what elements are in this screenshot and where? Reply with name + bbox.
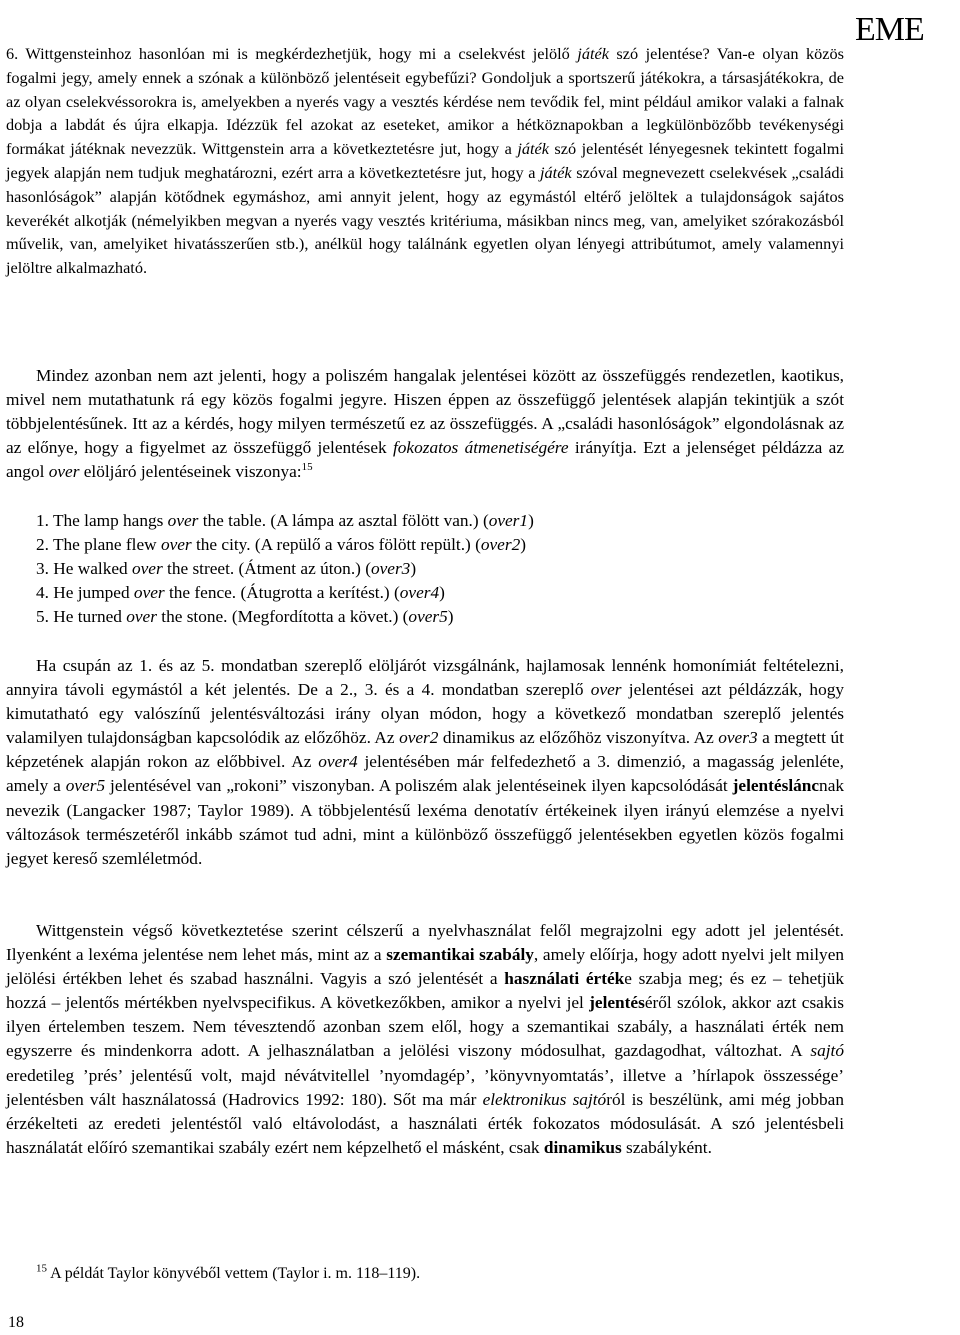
text-run: irányítja. Ezt a jelenséget példázza az angol xyxy=(6,438,844,482)
footnote xyxy=(36,1263,420,1285)
text-run: éről szólok, akkor azt csakis ilyen értelemben teszem. Nem tévesztendő azonban szem elől, hogy a szemantikai szabály, a használati érték nem egyszerre és mindenkorra adott. A jelhasználatban a jelölési viszony módosulhat, gazdagodhat, változhat. A xyxy=(6,993,845,1061)
example-text: ) xyxy=(520,535,526,555)
bold-term: jelentés xyxy=(589,993,645,1013)
text-run: elöljáró jelentéseinek viszonya: xyxy=(79,462,302,482)
italic-term: sajtó xyxy=(810,1041,844,1061)
publisher-logo: EME xyxy=(855,11,924,48)
paragraph-polysemy xyxy=(6,364,844,484)
italic-term: játék xyxy=(577,44,609,63)
example-tag: over3 xyxy=(370,559,411,579)
example-item xyxy=(36,605,534,629)
example-item xyxy=(36,533,534,557)
text-run: szóval megnevezett cselekvések „családi hasonlóságok” alapján kötődnek egymáshoz, ami annyit jelent, hogy az egymástól eltérő jelöltek a tulajdonságok sajátos keverékét alkotják (némelyikben megvan a nyerés vagy vesztés kritériuma, másikban nincs meg, van, amelyiket szórakozásból művelik, van, amelyiket hivatásszerűen stb.), anélkül hogy találnánk egyetlen olyan lényegi attribútumot, amely valamennyi jelöltre alkalmazható. xyxy=(6,162,844,278)
text-run: 6. Wittgensteinhoz hasonlóan mi is megkérdezhetjük, hogy mi a cselekvést jelölő xyxy=(6,44,578,63)
example-text: ) xyxy=(410,559,417,579)
example-text: the table. (A lámpa az asztal fölött van.) ( xyxy=(198,511,489,530)
italic-term: játék xyxy=(517,139,549,159)
paragraph-semantic-rule xyxy=(6,919,844,1160)
bold-term: szemantikai szabály xyxy=(386,945,534,965)
example-keyword: over xyxy=(167,511,199,530)
example-keyword: over xyxy=(160,535,192,555)
example-item xyxy=(36,509,534,533)
text-run: , amely előírja, hogy adott nyelvi jelt milyen jelölési értékben lehet és szabad használni. Vagyis a szó jelentését a xyxy=(6,945,845,989)
example-item xyxy=(36,557,534,581)
italic-term: over xyxy=(590,680,622,700)
italic-term: over5 xyxy=(65,776,106,796)
example-text: 2. The plane flew xyxy=(36,535,161,555)
example-text: the city. (A repülő a város fölött repült.) ( xyxy=(191,535,481,555)
italic-term: elektronikus sajtó xyxy=(482,1089,607,1109)
example-text: 1. The lamp hangs xyxy=(36,511,168,530)
bold-term: jelentéslánc xyxy=(732,776,820,796)
text-run: szó jelentését lényegesnek tekintett fogalmi jegyek alapján nem tudjuk meghatározni, ezért arra a következtetésre jut, hogy a xyxy=(6,139,844,182)
example-text: 5. He turned xyxy=(36,607,127,627)
example-text: the street. (Átment az úton.) ( xyxy=(162,559,371,579)
text-run: jelentésében már felfedezhető a 3. dimenzió, a magasság jelenléte, amely a xyxy=(6,752,844,796)
paragraph-6 xyxy=(6,42,844,280)
example-list xyxy=(36,509,534,629)
text-run: Mindez azonban nem azt jelenti, hogy a poliszém hangalak jelentései között az összefüggés rendezetlen, kaotikus, mivel nem mutathatunk rá egy közös fogalmi jegyre. Hiszen éppen az összefüggő jelentések alapján tekintjük a szót többjelentésűnek. Itt az a kérdés, hogy milyen természetű ez az összefüggés. A „családi hasonlóságok” elgondolásnak az az előnye, hogy a figyelmet az összefüggő jelentések xyxy=(6,366,844,458)
example-keyword: over xyxy=(126,607,157,627)
text-run: dinamikus az előzőhöz viszonyítva. Az xyxy=(438,728,719,748)
bold-term: használati érték xyxy=(504,969,625,989)
italic-term: fokozatos átmenetiségére xyxy=(392,438,569,458)
example-text: ) xyxy=(447,607,454,627)
text-run: eredetileg ’prés’ jelentésű volt, majd névátvitellel ’nyomdagép’, ’könyvnyomtatás’, illetve a ’hírlapok összessége’ jelentésben vált használatossá (Hadrovics 1992: 180). Sőt ma már xyxy=(6,1065,844,1109)
example-text: 3. He walked xyxy=(36,559,132,579)
example-keyword: over xyxy=(131,559,163,579)
example-tag: over4 xyxy=(399,583,440,603)
page-number: 18 xyxy=(8,1314,24,1331)
text-run: ról is beszélünk, ami még jobban érzékelteti az eredeti jelentéstől való eltávolodást, a használati érték fokozatos módosulását. A szó jelentésbeli használatát előíró szemantikai szabály ezért nem képzelhető el másként, csak xyxy=(6,1089,844,1157)
italic-term: over2 xyxy=(399,728,439,748)
example-text: 4. He jumped xyxy=(36,583,134,603)
footnote-text: A példát Taylor könyvéből vettem (Taylor i. m. 118–119). xyxy=(47,1265,421,1282)
text-run: Ha csupán az 1. és az 5. mondatban szereplő elöljárót vizsgálnánk, hajlamosak lennénk homonímiát feltételezni, annyira távoli egymástól a két jelentés. De a 2., 3. és a 4. mondatban szereplő xyxy=(6,656,844,700)
text-run: szó jelentése? Van-e olyan közös fogalmi jegy, amely ennek a szónak a különböző jelentéseit egybefűzi? Gondoljuk a sportszerű játékokra, a társasjátékokra, de az olyan cselekvéssorokra is, amelyekben a nyerés vagy a vesztés kérdése nem tevődik fel, mint például amikor valaki a falnak dobja a labdát és újra elkapja. Idézzük fel azokat az eseteket, amikor a hétköznapokban a legkülönbözőbb tevékenységi formákat játéknak nevezzük. Wittgenstein arra a következtetésre jut, hogy a xyxy=(6,44,844,159)
example-text: the stone. (Megfordította a követ.) ( xyxy=(156,607,409,627)
example-tag: over5 xyxy=(408,607,448,627)
text-run: e szabja meg; és ez – tehetjük hozzá – jelentős mértékben nyelvspecifikus. A következőkben, amikor a nyelvi jel xyxy=(6,969,845,1013)
paragraph-over-analysis xyxy=(6,654,844,871)
italic-term: over4 xyxy=(318,752,358,772)
example-text: ) xyxy=(439,583,445,603)
text-run: a megtett út képzetének alapján rokon az előbbivel. Az xyxy=(6,728,844,772)
example-tag: over2 xyxy=(480,535,521,555)
italic-term: over xyxy=(48,462,80,482)
italic-term: over3 xyxy=(718,728,758,748)
text-run: nak nevezik (Langacker 1987; Taylor 1989). A többjelentésű lexéma denotatív értékeinek ilyen irányú elemzése a nyelvi változások természetéről inkább számot tud adni, mint a különböző összefüggő jelentésekben egyetlen közös fogalmi jegyet kereső szemléletmód. xyxy=(6,776,844,868)
text-run: jelentései azt példázzák, hogy kimutatható egy valószínű jelentésváltozási irány olyan módon, hogy a következő mondatban szereplő jelentés valamilyen tulajdonságban kapcsolódik az előzőhöz. Az xyxy=(6,680,844,748)
example-item xyxy=(36,581,534,605)
footnote-number: 15 xyxy=(36,1262,47,1275)
footnote-reference: 15 xyxy=(301,461,313,474)
text-run: Wittgenstein végső következtetése szerint célszerű a nyelvhasználat felől megrajzolni egy adott jel jelentését. Ilyenként a lexéma jelentése nem lehet más, mint az a xyxy=(6,921,844,965)
example-keyword: over xyxy=(133,583,165,603)
example-text: the fence. (Átugrotta a kerítést.) ( xyxy=(164,583,400,603)
example-tag: over1 xyxy=(488,511,529,530)
bold-term: dinamikus xyxy=(543,1137,622,1157)
text-run: szabályként. xyxy=(621,1137,712,1157)
text-run: jelentésével van „rokoni” viszonyban. A poliszém alak jelentéseinek ilyen kapcsolódását xyxy=(105,776,733,796)
example-text: ) xyxy=(528,511,534,530)
italic-term: játék xyxy=(540,162,572,182)
